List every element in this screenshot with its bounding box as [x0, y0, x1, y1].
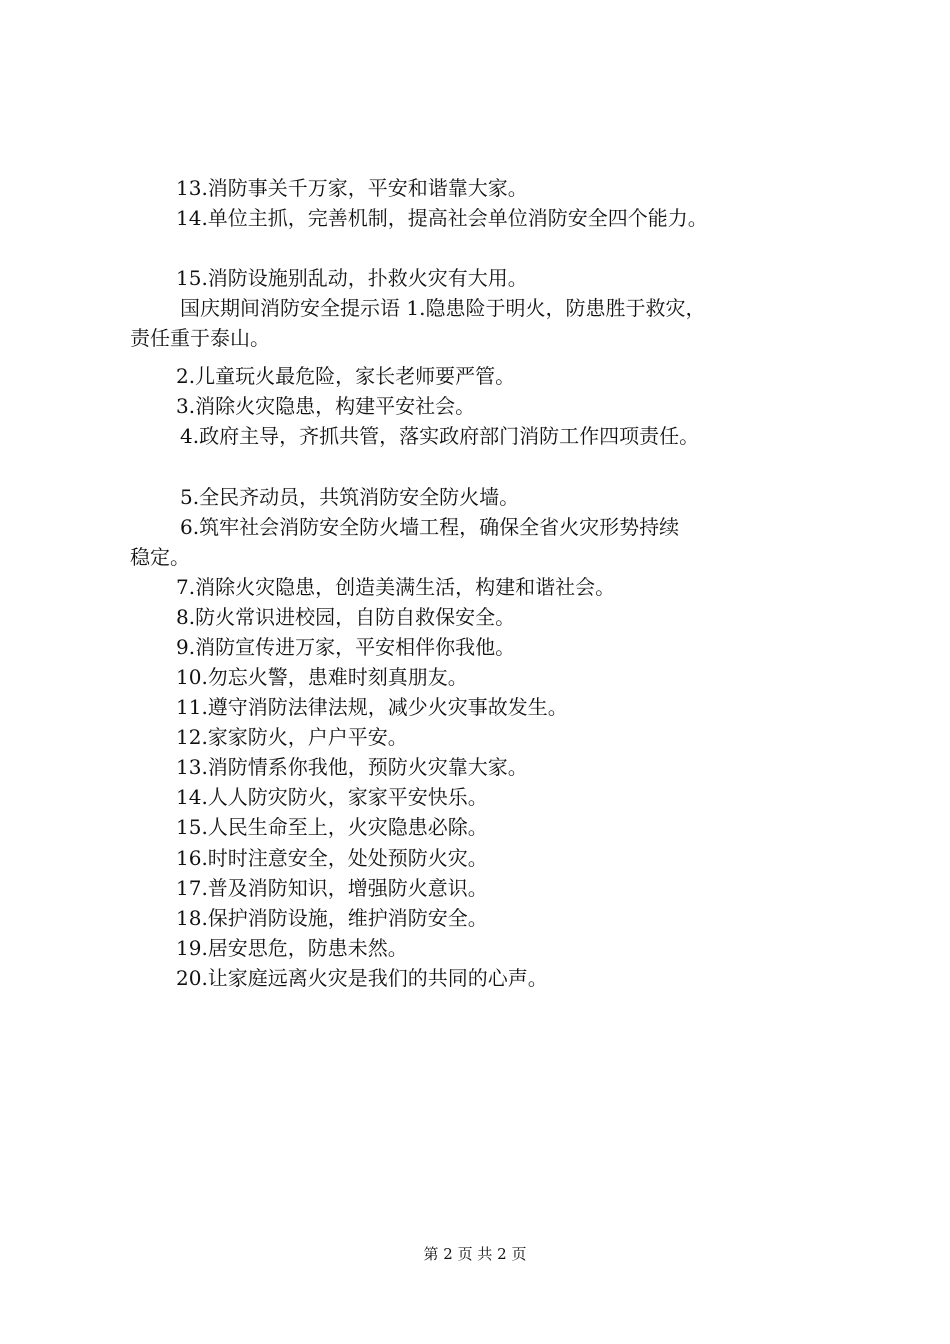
text-line: 11.遵守消防法律法规，减少火灾事故发生。 [176, 695, 568, 719]
text-line: 5.全民齐动员，共筑消防安全防火墙。 [180, 485, 520, 509]
text-line: 国庆期间消防安全提示语 1.隐患险于明火，防患胜于救灾， [180, 296, 706, 320]
text-line: 16.时时注意安全，处处预防火灾。 [176, 846, 488, 870]
text-line: 2.儿童玩火最危险，家长老师要严管。 [176, 364, 516, 388]
text-line: 稳定。 [130, 545, 190, 569]
text-line: 18.保护消防设施，维护消防安全。 [176, 906, 488, 930]
text-line: 责任重于泰山。 [130, 326, 270, 350]
text-line: 14.人人防灾防火，家家平安快乐。 [176, 785, 488, 809]
text-line: 14.单位主抓，完善机制，提高社会单位消防安全四个能力。 [176, 206, 708, 230]
text-line: 12.家家防火，户户平安。 [176, 725, 408, 749]
text-line: 10.勿忘火警，患难时刻真朋友。 [176, 665, 468, 689]
text-line: 15.消防设施别乱动，扑救火灾有大用。 [176, 266, 528, 290]
text-line: 9.消防宣传进万家，平安相伴你我他。 [176, 635, 516, 659]
text-line: 8.防火常识进校园，自防自救保安全。 [176, 605, 516, 629]
text-line: 13.消防情系你我他，预防火灾靠大家。 [176, 755, 528, 779]
text-line: 20.让家庭远离火灾是我们的共同的心声。 [176, 966, 548, 990]
text-line: 7.消除火灾隐患，创造美满生活，构建和谐社会。 [176, 575, 616, 599]
page-number-footer: 第 2 页 共 2 页 [423, 1245, 527, 1263]
text-line: 15.人民生命至上，火灾隐患必除。 [176, 815, 488, 839]
text-line: 17.普及消防知识，增强防火意识。 [176, 876, 488, 900]
text-line: 13.消防事关千万家，平安和谐靠大家。 [176, 176, 528, 200]
text-line: 4.政府主导，齐抓共管，落实政府部门消防工作四项责任。 [180, 424, 700, 448]
text-line: 19.居安思危，防患未然。 [176, 936, 408, 960]
text-line: 6.筑牢社会消防安全防火墙工程，确保全省火灾形势持续 [180, 515, 680, 539]
text-line: 3.消除火灾隐患，构建平安社会。 [176, 394, 476, 418]
